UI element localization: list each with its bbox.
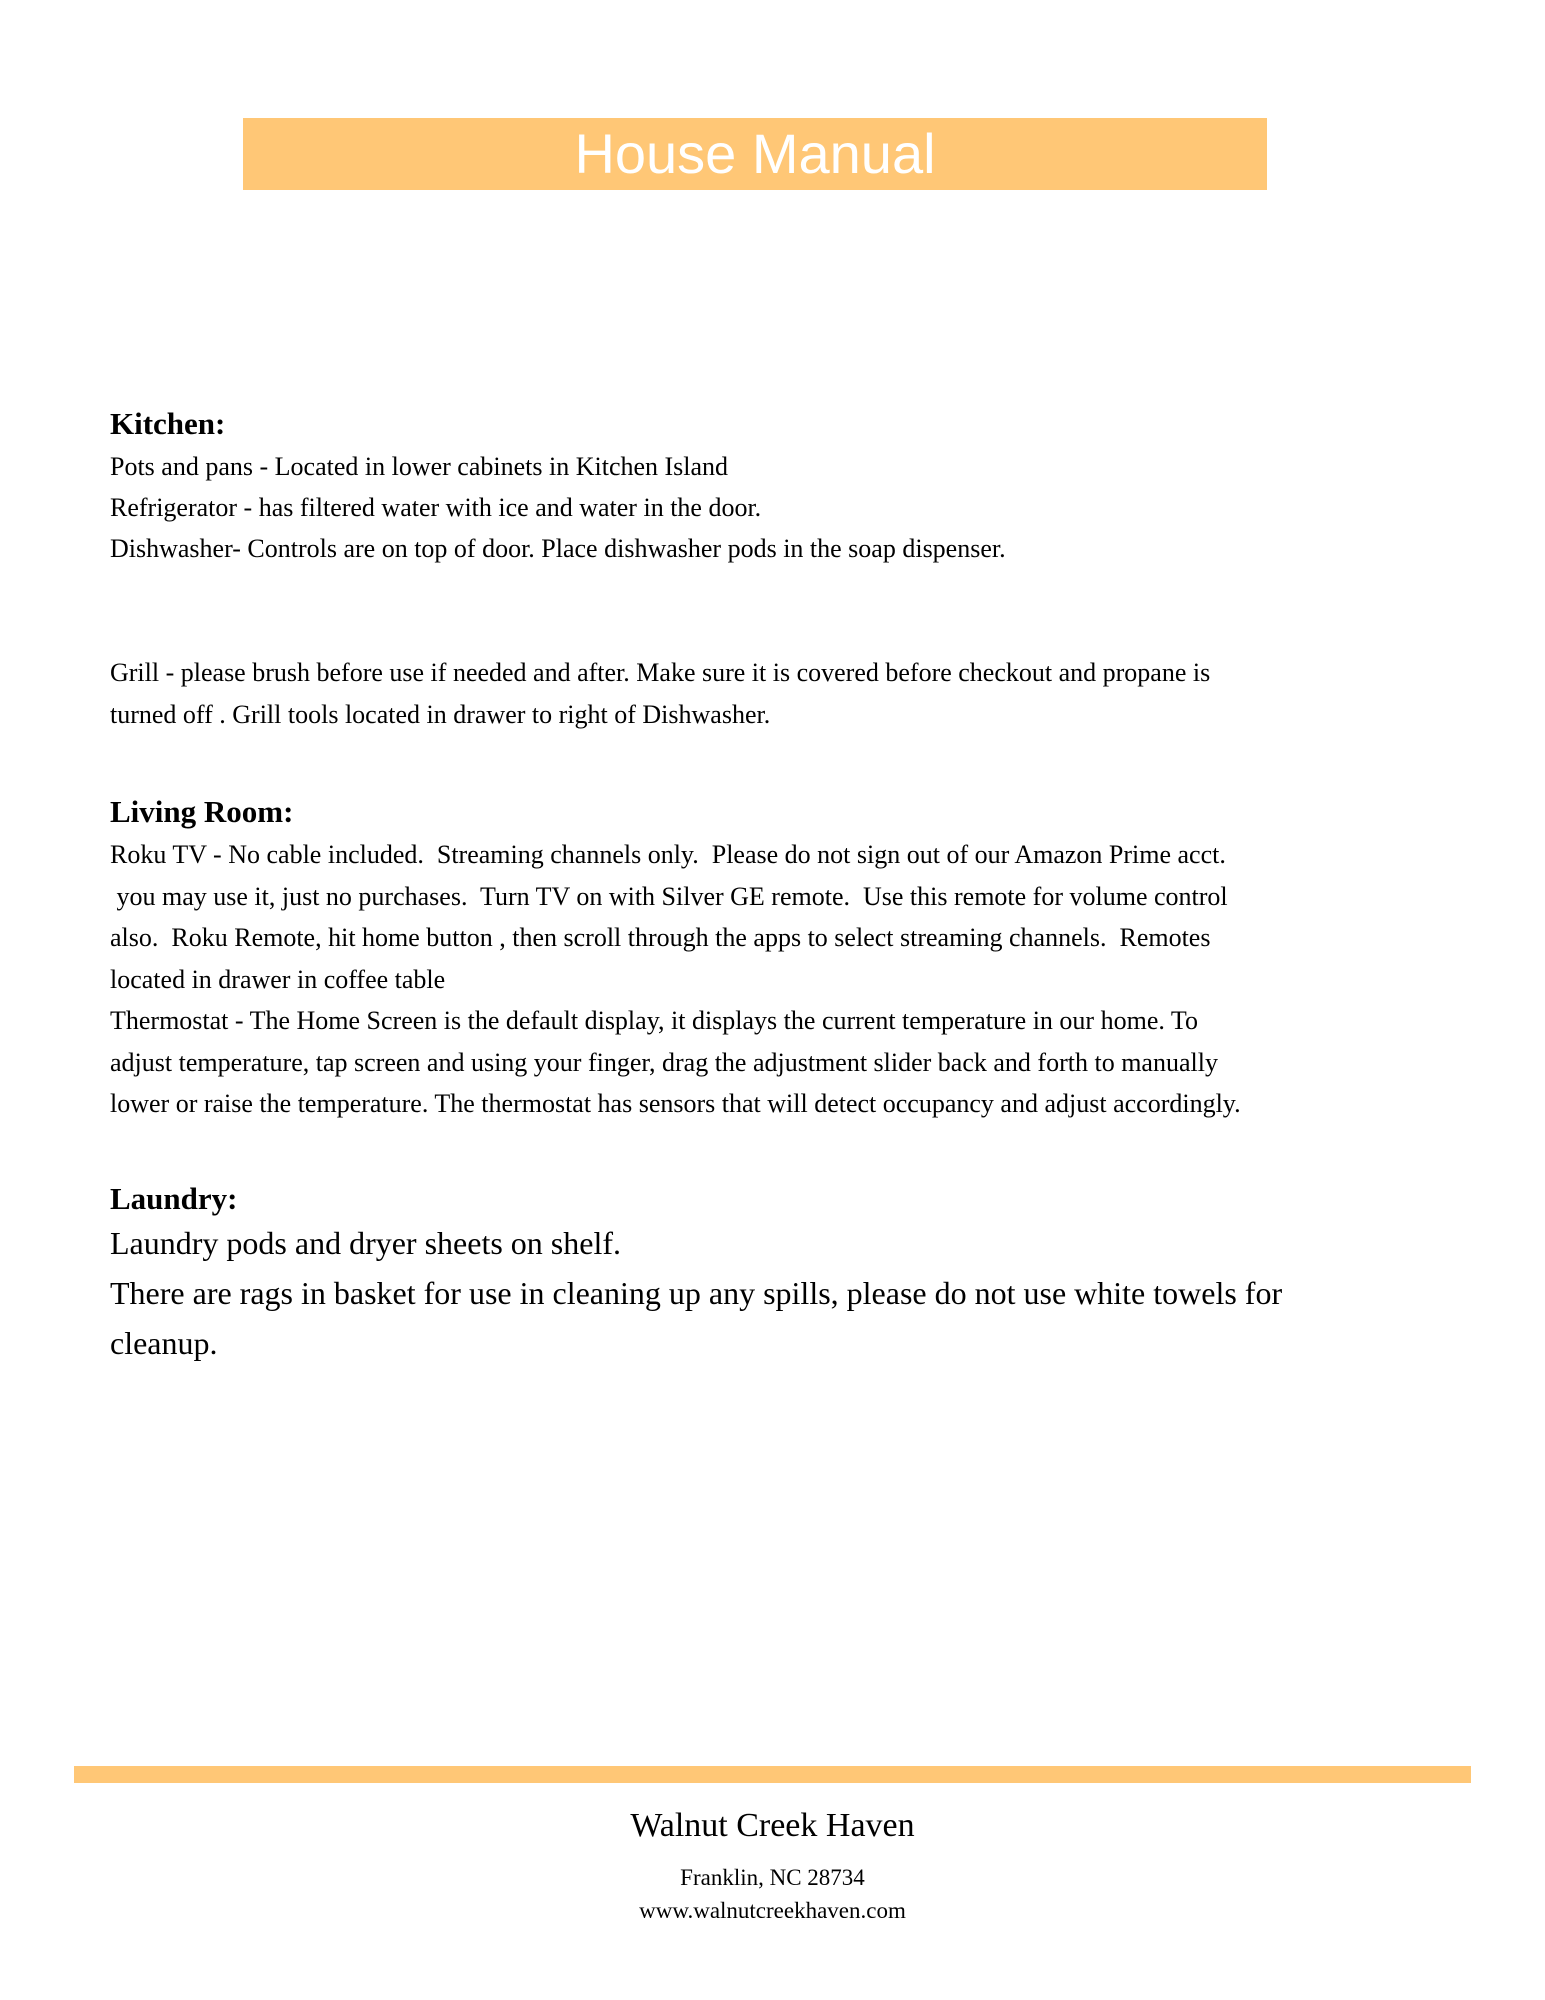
text-line: Pots and pans - Located in lower cabinets in Kitchen Island (110, 452, 729, 481)
section-heading-laundry: Laundry: (110, 1181, 238, 1216)
kitchen-grill (110, 652, 1210, 735)
kitchen-refrigerator (110, 487, 761, 529)
text-line: Grill - please brush before use if needed and after. Make sure it is covered before checkout and propane is (110, 658, 1211, 687)
footer-divider (74, 1766, 1471, 1783)
laundry-rags (110, 1268, 1282, 1368)
living-room-thermostat (110, 1000, 1241, 1125)
text-line: Refrigerator - has filtered water with ice and water in the door. (110, 493, 762, 522)
footer-address: Franklin, NC 28734 (680, 1865, 865, 1890)
text-line: Dishwasher- Controls are on top of door. Place dishwasher pods in the soap dispenser. (110, 534, 1006, 563)
text-line: cleanup. (110, 1325, 218, 1361)
text-line: adjust temperature, tap screen and using your finger, drag the adjustment slider back and forth to manually (110, 1047, 1218, 1077)
footer-website-link[interactable]: www.walnutcreekhaven.com (639, 1898, 906, 1923)
section-heading-living-room: Living Room: (110, 794, 294, 829)
kitchen-dishwasher (110, 528, 1006, 570)
text-line: lower or raise the temperature. The thermostat has sensors that will detect occupancy and adjust accordingly. (110, 1089, 1241, 1118)
text-line: you may use it, just no purchases. Turn TV on with Silver GE remote. Use this remote for volume control (110, 881, 1228, 911)
page-title: House Manual (574, 122, 936, 185)
text-line: turned off . Grill tools located in drawer to right of Dishwasher. (110, 699, 771, 729)
text-line: Roku TV - No cable included. Streaming channels only. Please do not sign out of our Amazon Prime acct. (110, 840, 1226, 869)
text-line: also. Roku Remote, hit home button , then scroll through the apps to select streaming channels. Remotes (110, 923, 1211, 952)
kitchen-pots-pans (110, 446, 728, 488)
title-banner (243, 118, 1267, 190)
section-heading-kitchen: Kitchen: (110, 406, 226, 441)
text-line: Thermostat - The Home Screen is the default display, it displays the current temperature in our home. To (110, 1006, 1198, 1035)
text-line: Laundry pods and dryer sheets on shelf. (110, 1225, 621, 1261)
laundry-pods (110, 1218, 621, 1268)
text-line: There are rags in basket for use in cleaning up any spills, please do not use white towels for (110, 1275, 1283, 1311)
footer-property-name: Walnut Creek Haven (630, 1807, 915, 1844)
text-line: located in drawer in coffee table (110, 964, 446, 994)
living-room-roku-tv (110, 834, 1228, 1000)
